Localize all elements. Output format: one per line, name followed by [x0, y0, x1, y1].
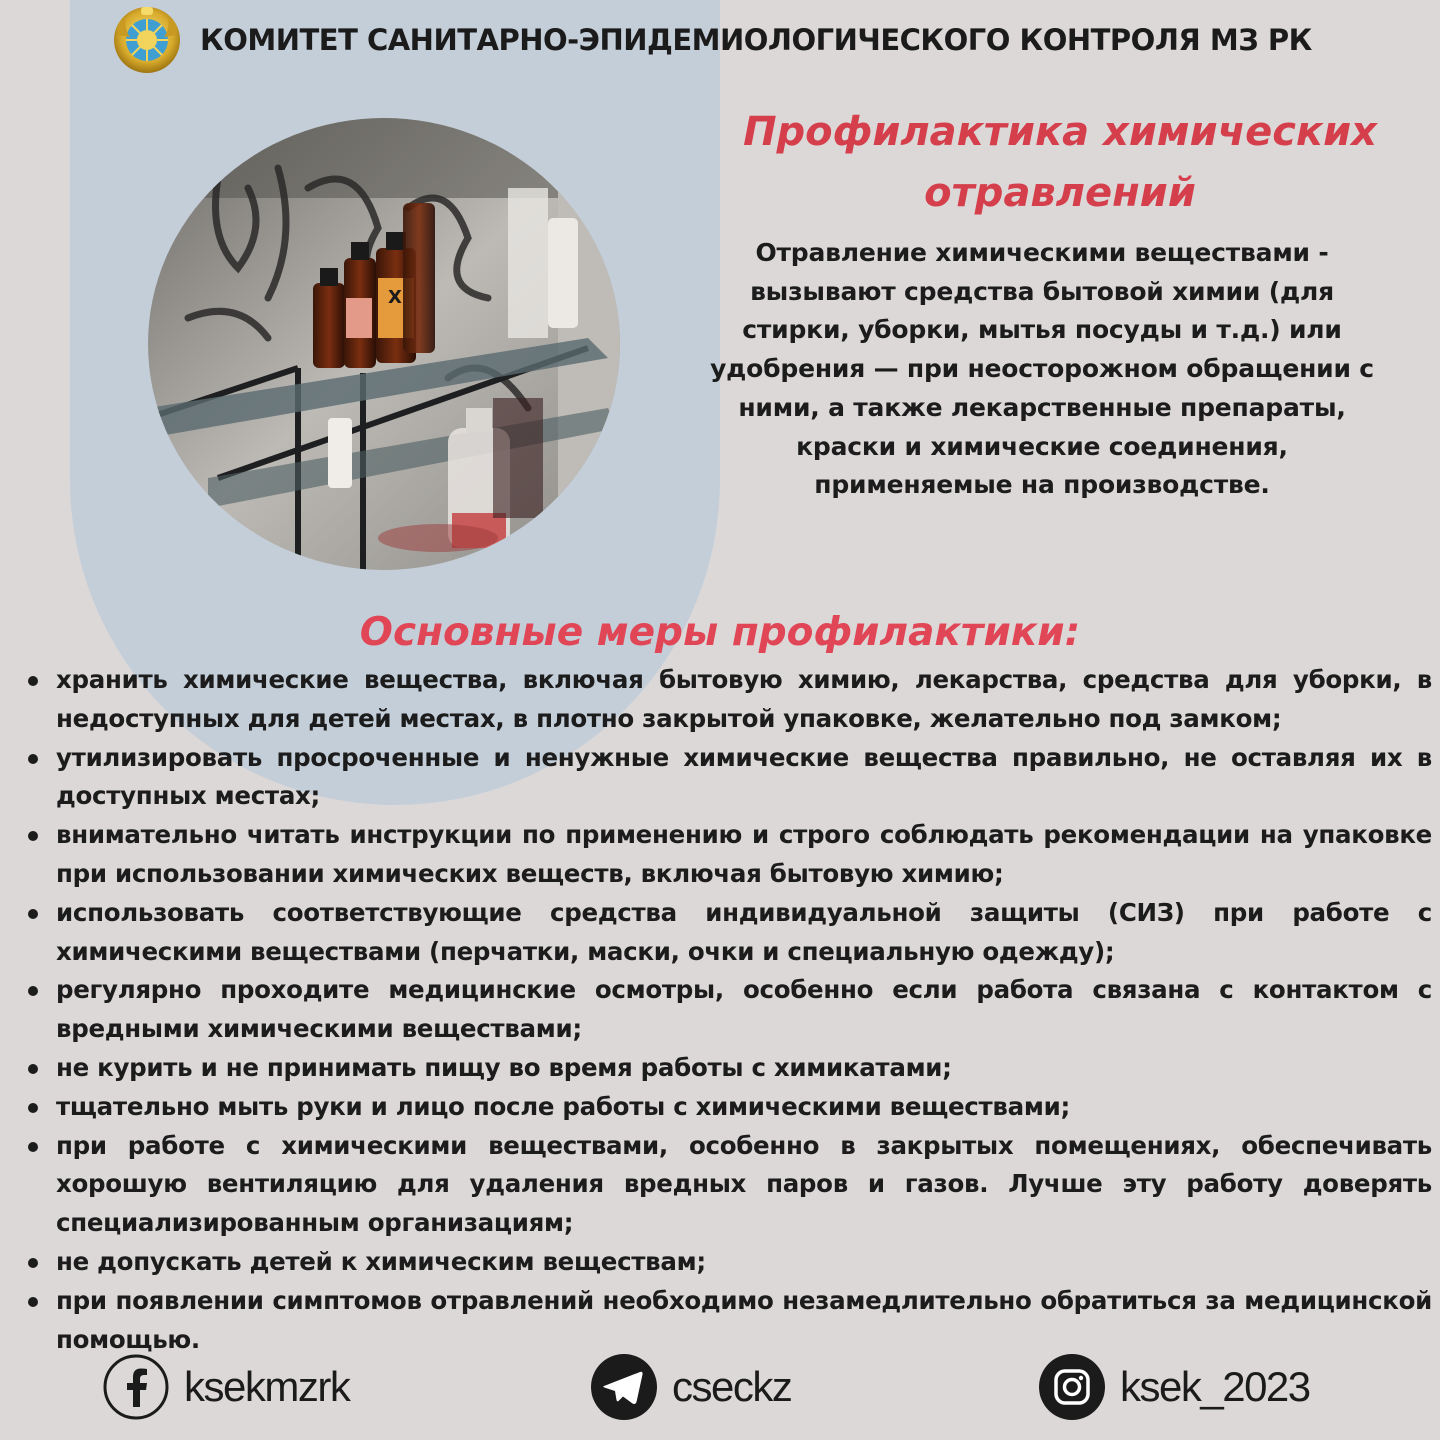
intro-paragraph: [688, 234, 1396, 505]
list-item: не курить и не принимать пищу во время работы с химикатами;: [24, 1049, 1432, 1088]
main-title-line: отравлений: [924, 170, 1196, 216]
list-item: тщательно мыть руки и лицо после работы с химическими веществами;: [24, 1088, 1432, 1127]
list-item: при появлении симптомов отравлений необходимо незамедлительно обратиться за медицинской помощью.: [24, 1282, 1432, 1360]
svg-text:X: X: [388, 287, 402, 308]
intro-line: удобрения — при неосторожном обращении с: [710, 354, 1374, 384]
header: [112, 4, 1412, 76]
list-item: не допускать детей к химическим веществам;: [24, 1243, 1432, 1282]
facebook-handle: ksekmzrk: [184, 1363, 350, 1410]
list-item: внимательно читать инструкции по применению и строго соблюдать рекомендации на упаковке при использовании химических веществ, включая бытовую химию;: [24, 816, 1432, 894]
facebook-icon: [102, 1353, 170, 1421]
intro-line: Отравление химическими веществами -: [755, 238, 1329, 267]
list-item: хранить химические вещества, включая бытовую химию, лекарства, средства для уборки, в недоступных для детей местах, в плотно закрытой упаковке, желательно под замком;: [24, 661, 1432, 739]
instagram-link[interactable]: [1038, 1352, 1310, 1422]
kazakhstan-state-emblem-icon: [112, 5, 182, 75]
instagram-handle: ksek_2023: [1120, 1363, 1310, 1410]
intro-line: стирки, уборки, мытья посуды и т.д.) или: [742, 315, 1342, 345]
main-title-line: Профилактика химических: [743, 109, 1377, 155]
measures-title: Основные меры профилактики:: [359, 610, 1081, 655]
telegram-link[interactable]: [590, 1352, 791, 1422]
chemical-bottles-photo: [148, 118, 620, 570]
intro-line: вызывают средства бытовой химии (для: [750, 276, 1334, 306]
intro-line: ними, а также лекарственные препараты,: [738, 392, 1346, 422]
telegram-icon: [590, 1353, 658, 1421]
organization-title: КОМИТЕТ САНИТАРНО-ЭПИДЕМИОЛОГИЧЕСКОГО КОНТРОЛЯ МЗ РК: [200, 23, 1312, 57]
list-item: регулярно проходите медицинские осмотры, особенно если работа связана с контактом с вредными химическими веществами;: [24, 971, 1432, 1049]
intro-line: краски и химические соединения,: [796, 431, 1288, 461]
facebook-link[interactable]: [102, 1352, 349, 1422]
instagram-icon: [1038, 1353, 1106, 1421]
list-item: утилизировать просроченные и ненужные химические вещества правильно, не оставляя их в доступных местах;: [24, 739, 1432, 817]
main-title: [730, 102, 1390, 224]
list-item: использовать соответствующие средства индивидуальной защиты (СИЗ) при работе с химическими веществами (перчатки, маски, очки и специальную одежду);: [24, 894, 1432, 972]
measures-list: [24, 661, 1432, 1359]
list-item: при работе с химическими веществами, особенно в закрытых помещениях, обеспечивать хорошую вентиляцию для удаления вредных паров и газов. Лучше эту работу доверять специализированным организациям;: [24, 1127, 1432, 1243]
telegram-handle: cseckz: [672, 1363, 792, 1410]
intro-line: применяемые на производстве.: [814, 470, 1270, 500]
